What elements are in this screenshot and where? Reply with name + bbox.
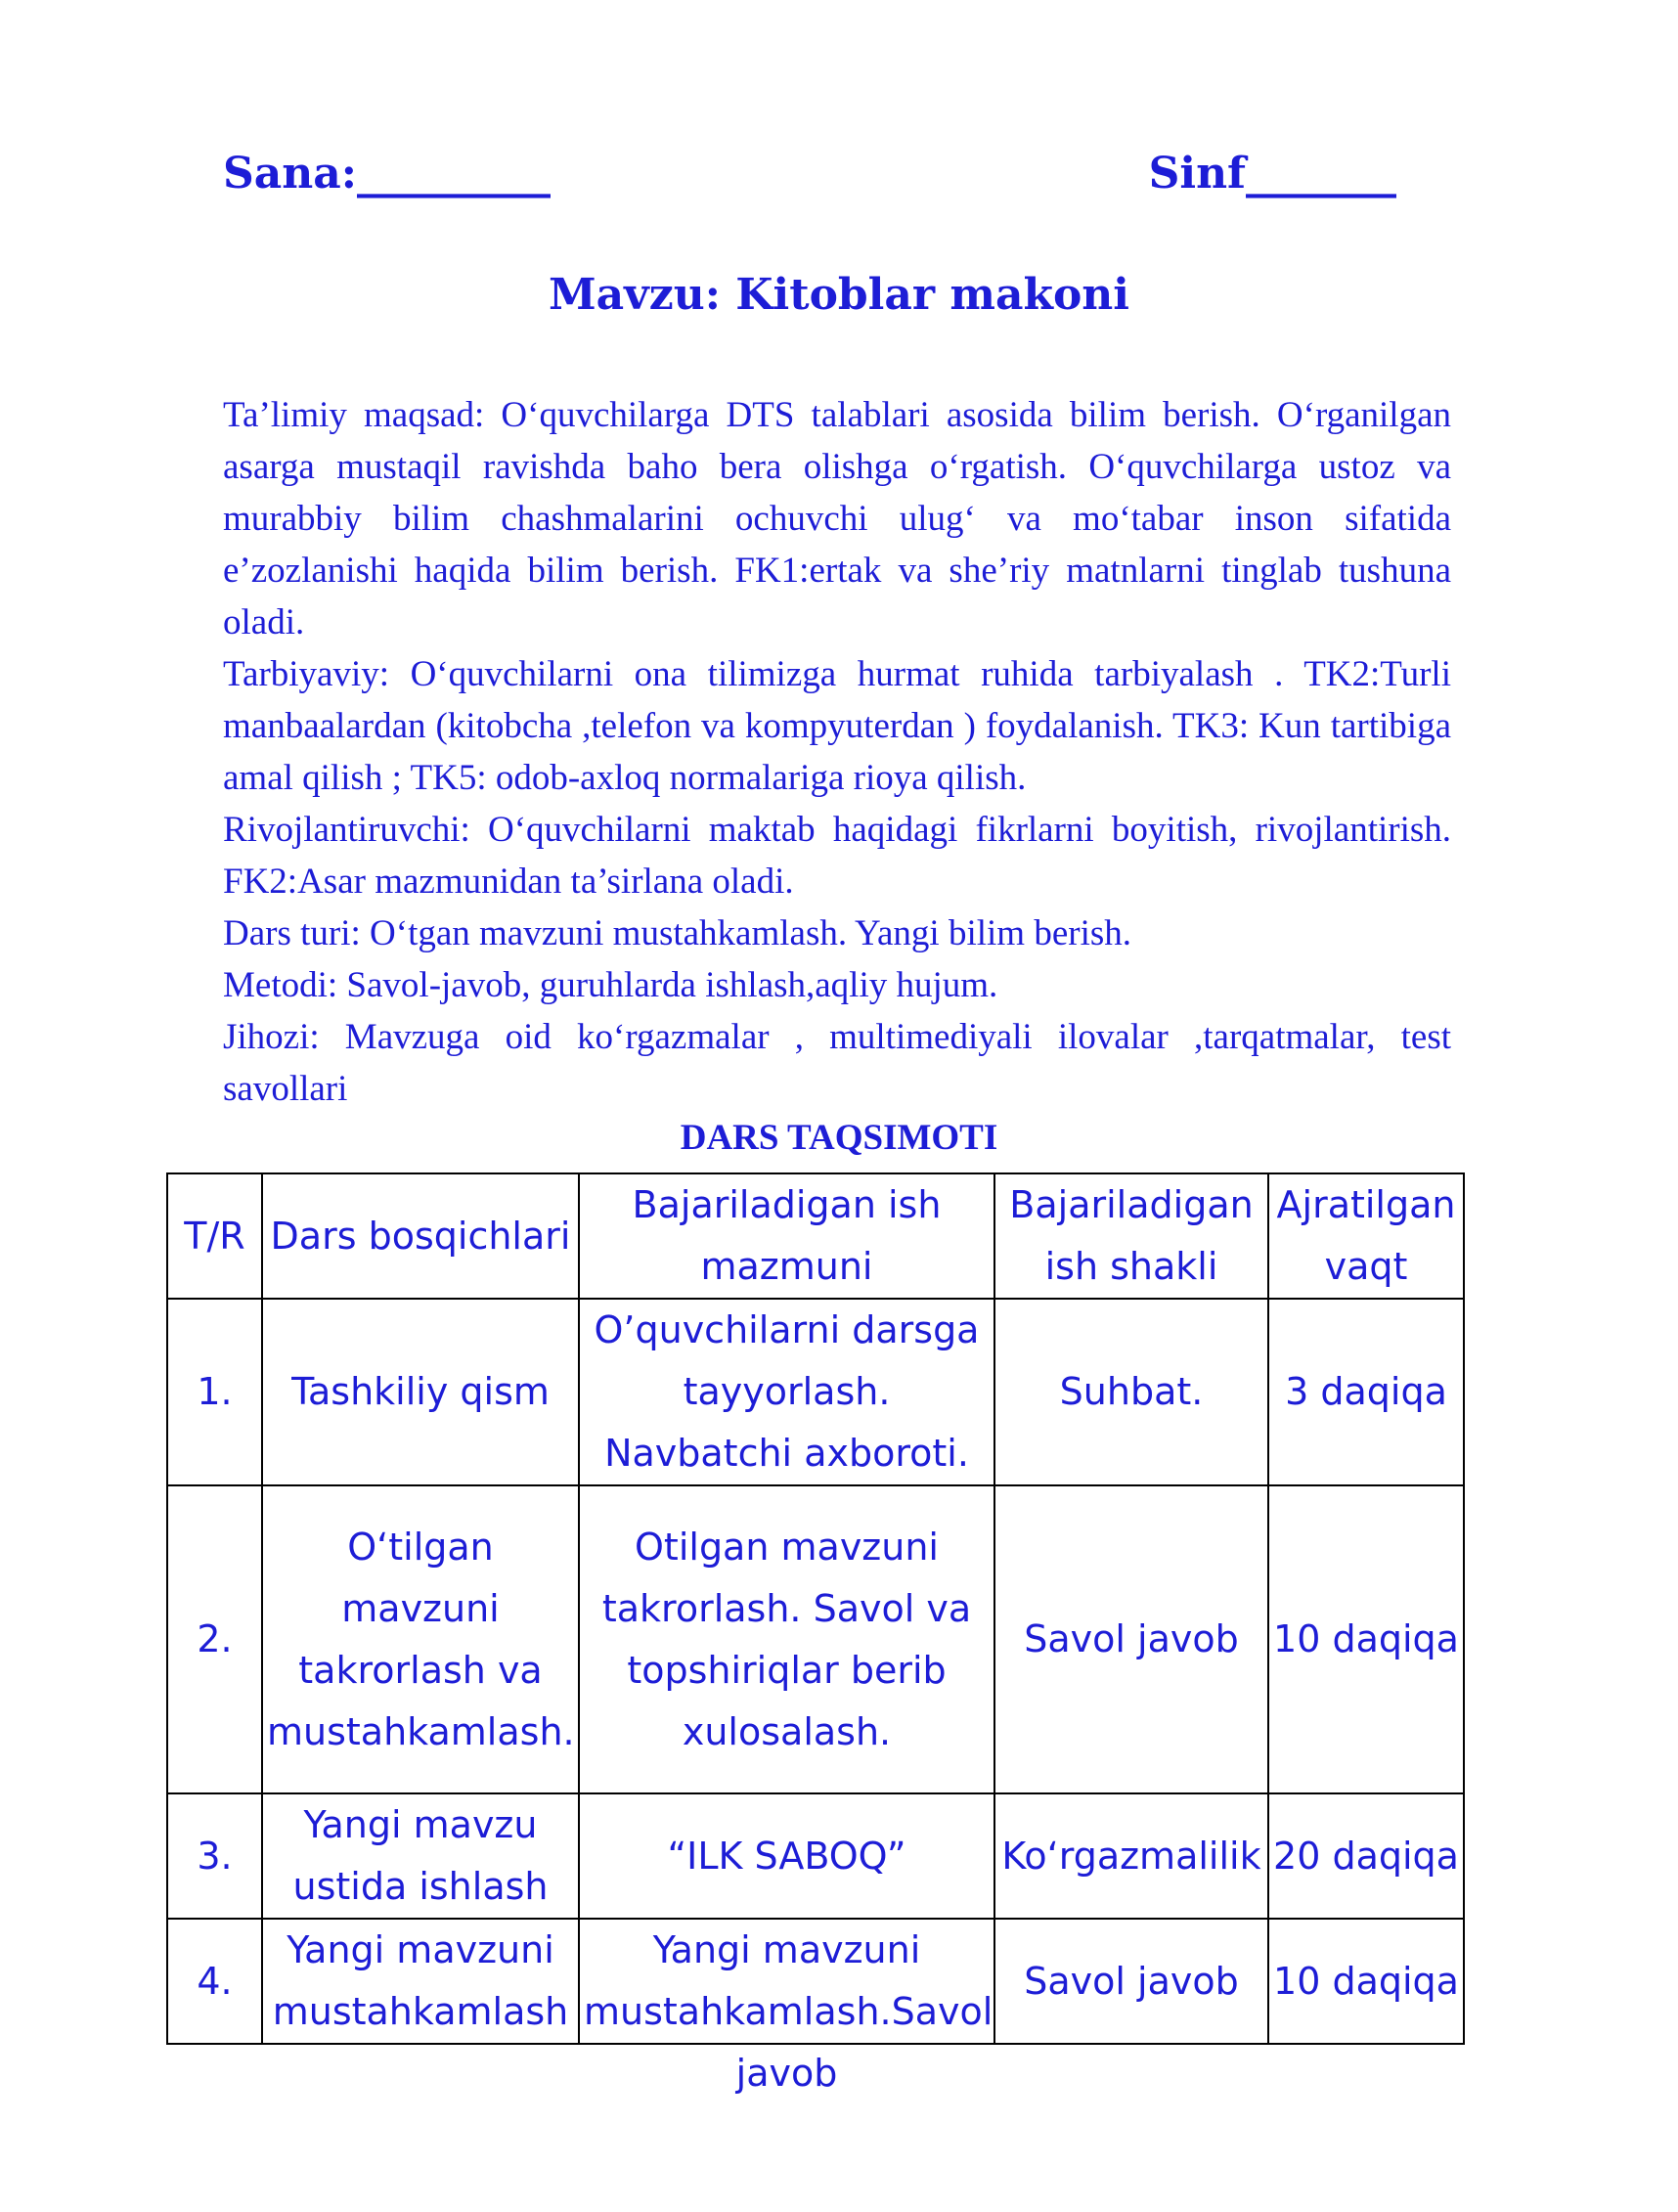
equipment-paragraph: Jihozi: Mavzuga oid ko‘rgazmalar , multimediyali ilovalar ,tarqatmalar, test savollari: [223, 1017, 1451, 1109]
table-cell: Suhbat.: [994, 1299, 1268, 1485]
table-cell: 3.: [167, 1793, 262, 1919]
header-row: [223, 149, 1396, 217]
method-paragraph: Metodi: Savol-javob, guruhlarda ishlash,aqliy hujum.: [223, 965, 998, 1005]
table-cell: 4.: [167, 1919, 262, 2044]
table-cell: “ILK SABOQ”: [579, 1793, 994, 1919]
column-header: T/R: [167, 1173, 262, 1299]
column-header: Ajratilgan vaqt: [1268, 1173, 1464, 1299]
table-cell: 3 daqiqa: [1268, 1299, 1464, 1485]
educational-goal-paragraph: Ta’limiy maqsad: O‘quvchilarga DTS talablari asosida bilim berish. O‘rganilgan asarga mustaqil ravishda baho bera olishga o‘rgatish. O‘quvchilarga ustoz va murabbiy bilim chashmalarini ochuvchi ulug‘ va mo‘tabar inson sifatida e’zozlanishi haqida bilim berish. FK1:ertak va she’riy matnlarni tinglab tushuna oladi.: [223, 395, 1451, 642]
table-cell: 2.: [167, 1485, 262, 1793]
table-cell-text: Yangi mavzuni mustahkamlash: [272, 1928, 569, 2033]
table-cell: Ko‘rgazmalilik: [994, 1793, 1268, 1919]
lesson-plan-table: [166, 1172, 1465, 2095]
table-cell: Yangi mavzu ustida ishlash: [262, 1793, 579, 1919]
table-row: [167, 1919, 1464, 2044]
lesson-type-paragraph: Dars turi: O‘tgan mavzuni mustahkamlash. Yangi bilim berish.: [223, 913, 1131, 953]
class-field-label: Sinf_______: [1148, 149, 1396, 199]
table-cell: Otilgan mavzuni takrorlash. Savol va topshiriqlar berib xulosalash.: [579, 1485, 994, 1793]
column-header: Bajariladigan ish mazmuni: [579, 1173, 994, 1299]
lesson-objectives: [223, 389, 1451, 1115]
column-header: Dars bosqichlari: [262, 1173, 579, 1299]
date-field-label: Sana:_________: [223, 149, 552, 199]
upbringing-goal-paragraph: Tarbiyaviy: O‘quvchilarni ona tilimizga hurmat ruhida tarbiyalash . TK2:Turli manbaalardan (kitobcha ,telefon va kompyuterdan ) foydalanish. TK3: Kun tartibiga amal qilish ; TK5: odob-axloq normalariga rioya qilish.: [223, 654, 1451, 798]
table-cell: 10 daqiqa: [1268, 1919, 1464, 2044]
table-caption: DARS TAQSIMOTI: [680, 1118, 998, 1158]
developmental-goal-paragraph: Rivojlantiruvchi: O‘quvchilarni maktab haqidagi fikrlarni boyitish, rivojlantirish. FK2:Asar mazmunidan ta’sirlana oladi.: [223, 810, 1451, 902]
table-cell: O‘tilgan mavzuni takrorlash va mustahkamlash.: [262, 1485, 579, 1793]
table-cell: 20 daqiqa: [1268, 1793, 1464, 1919]
table-row: [167, 1793, 1464, 1919]
table-cell: O’quvchilarni darsga tayyorlash. Navbatchi axboroti.: [579, 1299, 994, 1485]
table-row: [167, 1485, 1464, 1793]
table-cell: Tashkiliy qism: [262, 1299, 579, 1485]
table-row: [167, 1299, 1464, 1485]
column-header: Bajariladigan ish shakli: [994, 1173, 1268, 1299]
table-cell: Savol javob: [994, 1485, 1268, 1793]
table-cell: Savol javob: [994, 1919, 1268, 2044]
table-cell: 10 daqiqa: [1268, 1485, 1464, 1793]
table-cell: [262, 1919, 579, 2044]
table-cell: [579, 1919, 994, 2095]
table-header-row: [167, 1173, 1464, 1299]
table-cell: 1.: [167, 1299, 262, 1485]
table-cell-text: Yangi mavzuni mustahkamlash.Savol javob: [584, 1928, 994, 2095]
lesson-title: Mavzu: Kitoblar makoni: [548, 270, 1130, 320]
